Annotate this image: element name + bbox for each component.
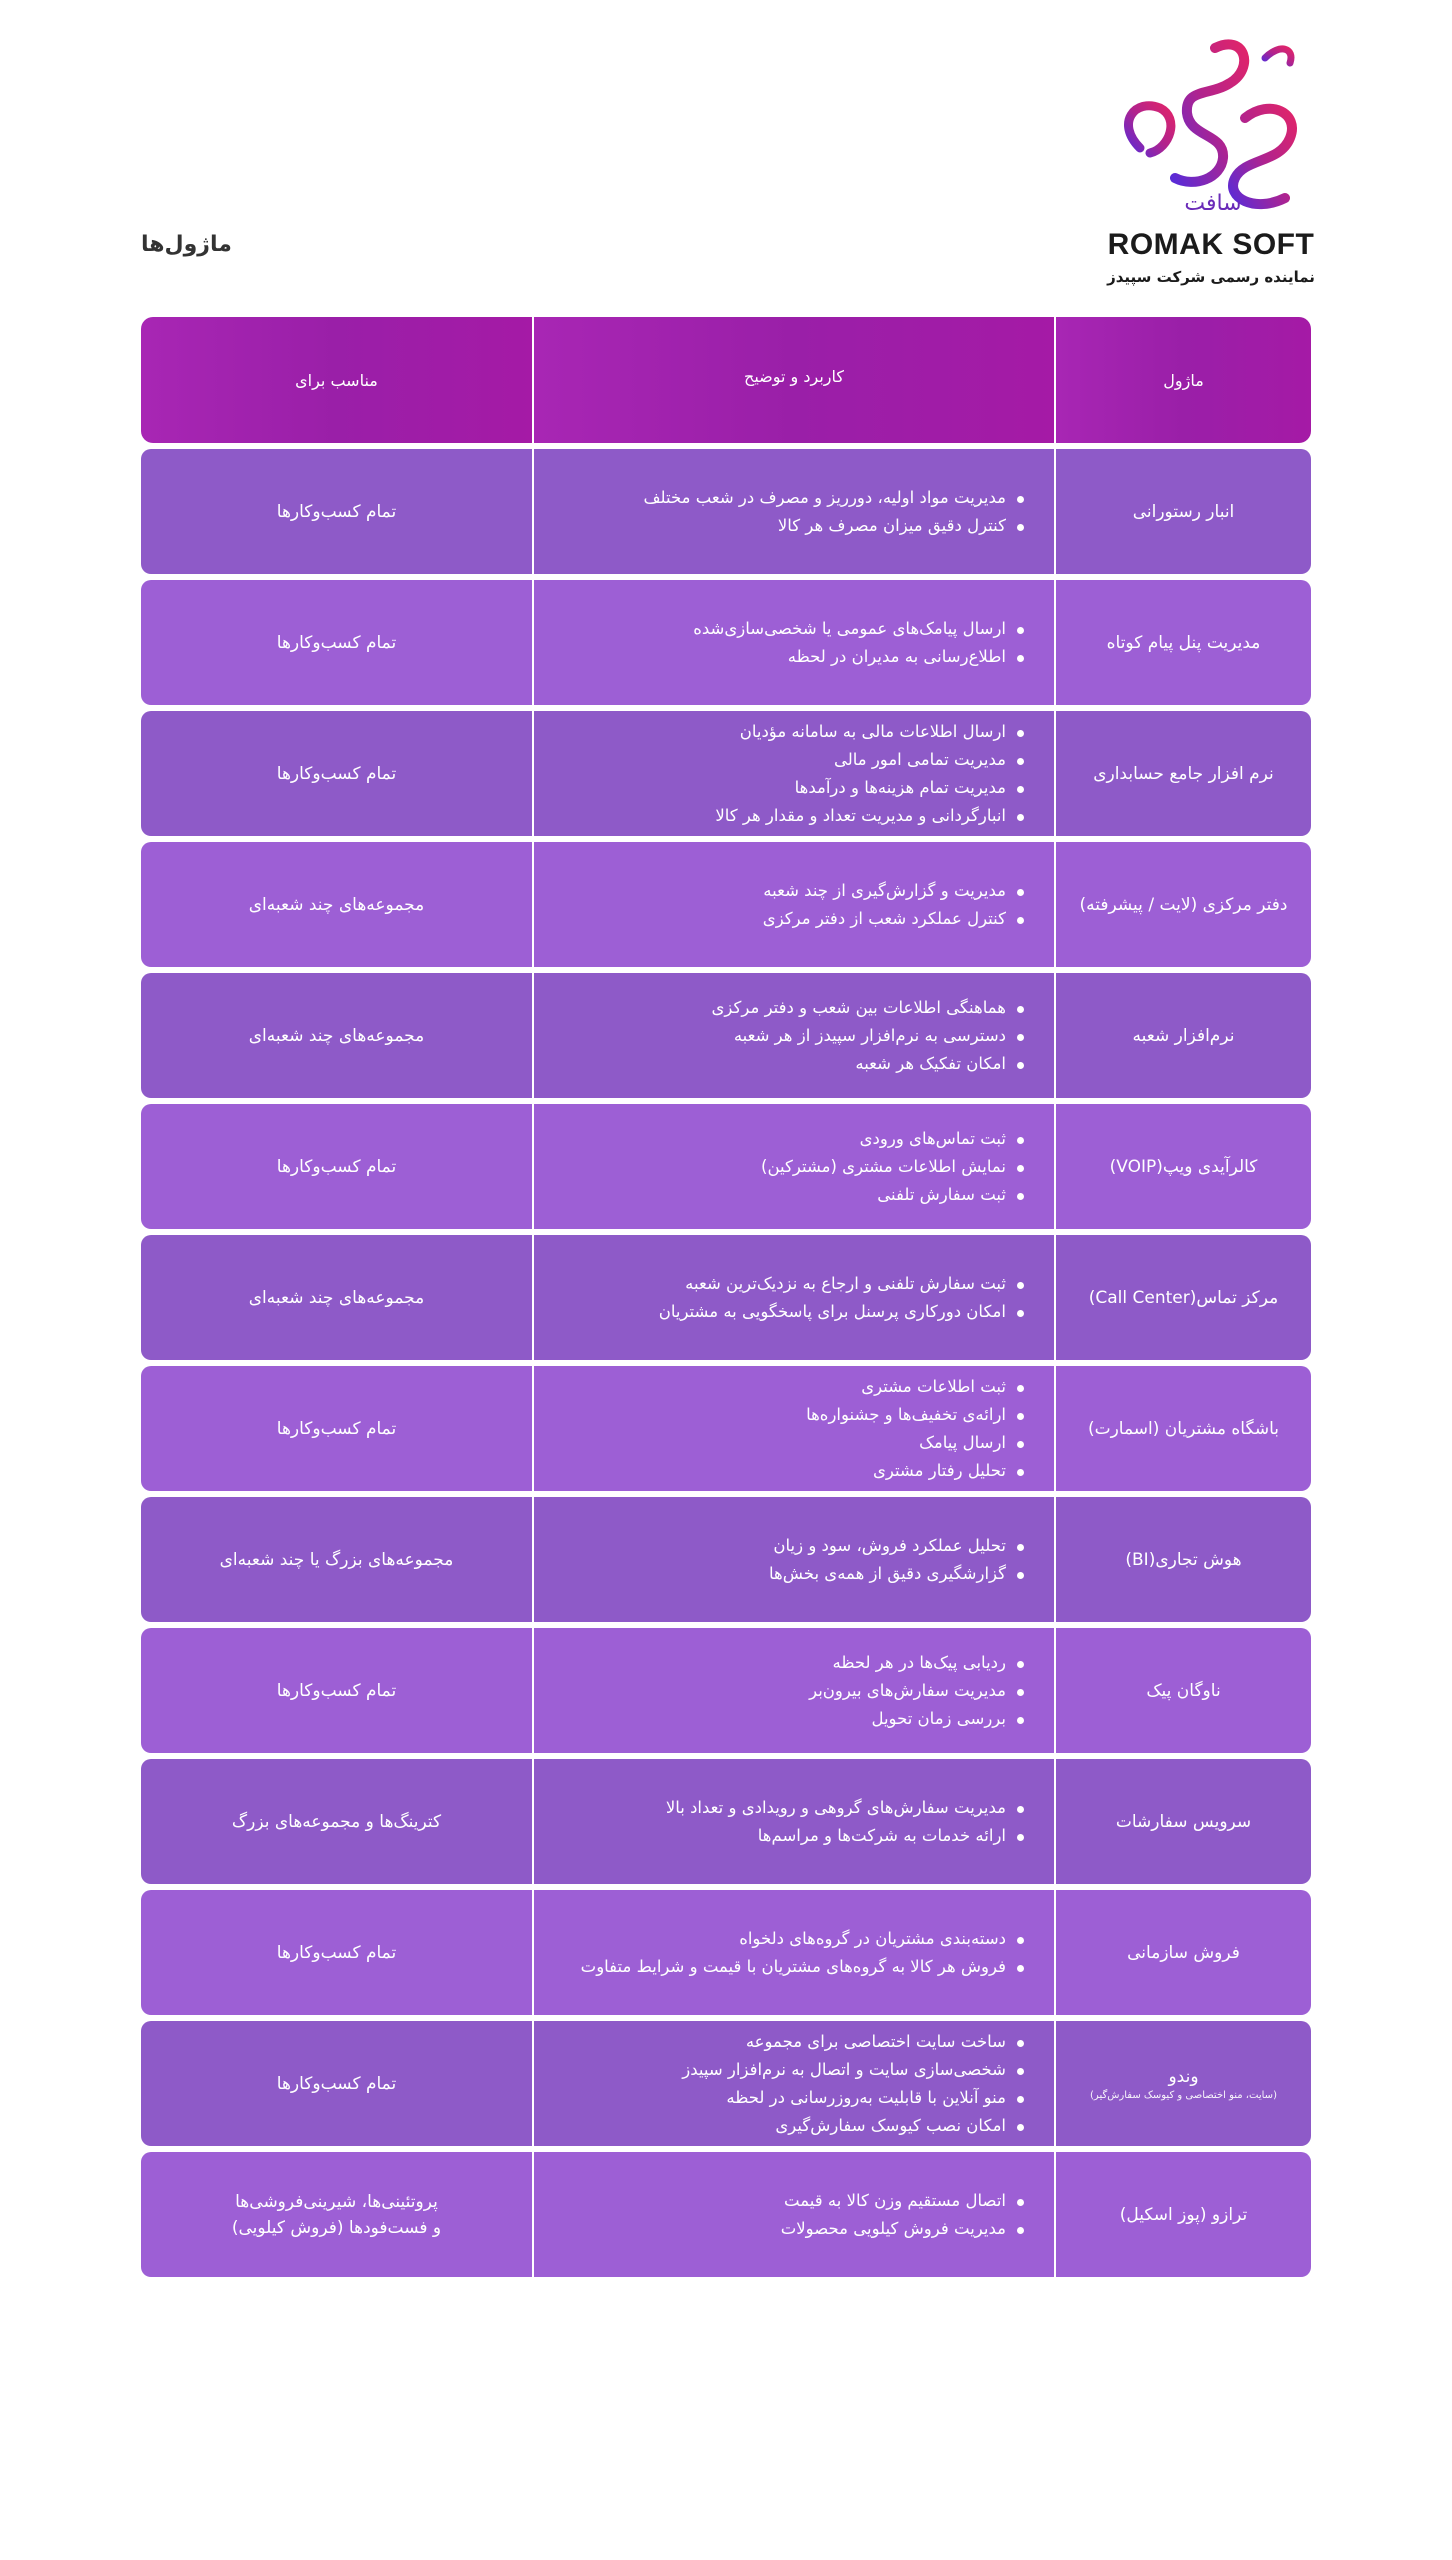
suitable-text: [200, 1547, 474, 1573]
suitable-line: تمام کسب‌وکارها: [276, 1156, 397, 1177]
page-title: ماژول‌ها: [141, 232, 232, 257]
description-item: بررسی زمان تحویل: [544, 1705, 1024, 1733]
table-row: [141, 1759, 1311, 1884]
module-text: [1070, 893, 1298, 917]
module-text: [1123, 500, 1245, 524]
description-item: هماهنگی اطلاعات بین شعب و دفتر مرکزی: [544, 994, 1024, 1022]
description-item: اتصال مستقیم وزن کالا به قیمت: [544, 2187, 1024, 2215]
table-body: [141, 449, 1311, 2277]
description-item: ثبت تماس‌های ورودی: [544, 1125, 1024, 1153]
module-cell: [1054, 1366, 1311, 1491]
description-item: مدیریت تمامی امور مالی: [544, 746, 1024, 774]
module-cell: [1054, 973, 1311, 1098]
description-item: گزارشگیری دقیق از همه‌ی بخش‌ها: [544, 1560, 1024, 1588]
table-row: [141, 1104, 1311, 1229]
module-name: نرم افزار جامع حسابداری: [1093, 763, 1274, 784]
suitable-cell: [141, 842, 532, 967]
description-item: کنترل عملکرد شعب از دفتر مرکزی: [544, 905, 1024, 933]
brand-logo: [1095, 28, 1327, 288]
suitable-cell: [141, 449, 532, 574]
suitable-cell: [141, 1890, 532, 2015]
module-cell: [1054, 1235, 1311, 1360]
module-cell: [1054, 711, 1311, 836]
table-row: [141, 842, 1311, 967]
module-text: [1078, 1417, 1289, 1441]
module-subtitle: (سایت، منو اختصاصی و کیوسک سفارش‌گیر): [1090, 2089, 1277, 2101]
suitable-text: [257, 630, 416, 656]
suitable-line: مجموعه‌های چند شعبه‌ای: [248, 1025, 425, 1046]
suitable-line: تمام کسب‌وکارها: [276, 632, 397, 653]
table-row: [141, 1628, 1311, 1753]
description-item: انبارگردانی و مدیریت تعداد و مقدار هر کالا: [544, 802, 1024, 830]
description-item: منو آنلاین با قابلیت به‌روزرسانی در لحظه: [544, 2084, 1024, 2112]
suitable-cell: [141, 1628, 532, 1753]
module-text: [1100, 1155, 1268, 1179]
table-row: [141, 1497, 1311, 1622]
description-item: شخصی‌سازی سایت و اتصال به نرم‌افزار سپیدز: [544, 2056, 1024, 2084]
suitable-text: [212, 2189, 461, 2241]
suitable-cell: [141, 973, 532, 1098]
description-item: تحلیل رفتار مشتری: [544, 1457, 1024, 1485]
module-name: فروش سازمانی: [1127, 1942, 1240, 1963]
description-item: امکان نصب کیوسک سفارش‌گیری: [544, 2112, 1024, 2140]
description-item: امکان تفکیک هر شعبه: [544, 1050, 1024, 1078]
table-row: [141, 580, 1311, 705]
description-list: [534, 1925, 1054, 1981]
suitable-text: [257, 1154, 416, 1180]
description-list: [534, 1649, 1054, 1733]
module-text: [1083, 762, 1284, 786]
description-item: مدیریت فروش کیلویی محصولات: [544, 2215, 1024, 2243]
description-list: [534, 2187, 1054, 2243]
description-item: مدیریت سفارش‌های گروهی و رویدادی و تعداد بالا: [544, 1794, 1024, 1822]
suitable-text: [257, 761, 416, 787]
description-cell: [532, 449, 1054, 574]
suitable-cell: [141, 1366, 532, 1491]
module-name: باشگاه مشتریان (اسمارت): [1087, 1418, 1280, 1439]
modules-table: [141, 317, 1311, 2283]
description-item: مدیریت مواد اولیه، دورریز و مصرف در شعب مختلف: [544, 484, 1024, 512]
description-cell: [532, 1759, 1054, 1884]
description-item: ساخت سایت اختصاصی برای مجموعه: [544, 2028, 1024, 2056]
description-item: مدیریت سفارش‌های بیرون‌بر: [544, 1677, 1024, 1705]
description-list: [534, 1270, 1054, 1326]
suitable-line: تمام کسب‌وکارها: [276, 1680, 397, 1701]
module-text: [1117, 1941, 1250, 1965]
description-item: دسته‌بندی مشتریان در گروه‌های دلخواه: [544, 1925, 1024, 1953]
module-text: [1106, 1810, 1261, 1834]
suitable-cell: [141, 711, 532, 836]
module-name: کالرآیدی ویپ(VOIP): [1109, 1156, 1258, 1177]
suitable-line: تمام کسب‌وکارها: [276, 501, 397, 522]
suitable-cell: [141, 1235, 532, 1360]
suitable-cell: [141, 2021, 532, 2146]
description-item: ردیابی پیک‌ها در هر لحظه: [544, 1649, 1024, 1677]
description-item: اطلاع‌رسانی به مدیران در لحظه: [544, 643, 1024, 671]
suitable-line: تمام کسب‌وکارها: [276, 763, 397, 784]
description-list: [534, 877, 1054, 933]
suitable-text: [257, 1940, 416, 1966]
module-name: هوش تجاری(BI): [1125, 1549, 1242, 1570]
description-cell: [532, 1890, 1054, 2015]
table-row: [141, 449, 1311, 574]
description-item: ارائه خدمات به شرکت‌ها و مراسم‌ها: [544, 1822, 1024, 1850]
table-row: [141, 973, 1311, 1098]
table-header-row: [141, 317, 1311, 443]
description-cell: [532, 1628, 1054, 1753]
suitable-cell: [141, 1759, 532, 1884]
module-name: انبار رستورانی: [1132, 501, 1235, 522]
module-name: مرکز تماس(Call Center): [1088, 1287, 1279, 1308]
module-cell: [1054, 1497, 1311, 1622]
description-item: تحلیل عملکرد فروش، سود و زیان: [544, 1532, 1024, 1560]
module-name: ترازو (پوز اسکیل): [1119, 2204, 1248, 2225]
table-row: [141, 2152, 1311, 2277]
header-suitable: مناسب برای: [141, 317, 532, 443]
module-cell: [1054, 2021, 1311, 2146]
description-list: [534, 615, 1054, 671]
module-text: [1110, 2203, 1257, 2227]
description-list: [534, 994, 1054, 1078]
description-cell: [532, 1497, 1054, 1622]
module-name: نرم‌افزار شعبه: [1132, 1025, 1235, 1046]
suitable-text: [257, 1416, 416, 1442]
suitable-cell: [141, 1104, 532, 1229]
description-list: [534, 1532, 1054, 1588]
suitable-text: [229, 1285, 445, 1311]
table-row: [141, 711, 1311, 836]
module-cell: [1054, 580, 1311, 705]
suitable-line: مجموعه‌های بزرگ یا چند شعبه‌ای: [219, 1549, 454, 1570]
module-cell: [1054, 842, 1311, 967]
description-item: ثبت سفارش تلفنی و ارجاع به نزدیک‌ترین شعبه: [544, 1270, 1024, 1298]
module-cell: [1054, 1104, 1311, 1229]
module-text: [1080, 2065, 1287, 2103]
description-item: امکان دورکاری پرسنل برای پاسخگویی به مشتریان: [544, 1298, 1024, 1326]
logo-wordmark: سافت: [1184, 191, 1242, 216]
brand-tagline: نماینده رسمی شرکت سپیدز: [1107, 268, 1315, 286]
romak-logo-icon: [1095, 28, 1327, 218]
brand-name: ROMAK SOFT: [1107, 228, 1315, 261]
suitable-cell: [141, 580, 532, 705]
module-name: ناوگان پیک: [1146, 1680, 1221, 1701]
description-item: فروش هر کالا به گروه‌های مشتریان با قیمت و شرایط متفاوت: [544, 1953, 1024, 1981]
description-cell: [532, 711, 1054, 836]
table-row: [141, 1366, 1311, 1491]
suitable-line: تمام کسب‌وکارها: [276, 1942, 397, 1963]
description-list: [534, 718, 1054, 830]
description-item: مدیریت تمام هزینه‌ها و درآمدها: [544, 774, 1024, 802]
suitable-text: [212, 1809, 461, 1835]
table-row: [141, 1890, 1311, 2015]
description-item: ثبت سفارش تلفنی: [544, 1181, 1024, 1209]
description-item: نمایش اطلاعات مشتری (مشترکین): [544, 1153, 1024, 1181]
module-text: [1097, 631, 1271, 655]
suitable-line: پروتئینی‌ها، شیرینی‌فروشی‌ها: [235, 2191, 438, 2212]
suitable-cell: [141, 2152, 532, 2277]
module-cell: [1054, 1628, 1311, 1753]
module-text: [1136, 1679, 1230, 1703]
suitable-text: [229, 892, 445, 918]
description-item: ارسال پیامک‌های عمومی یا شخصی‌سازی‌شده: [544, 615, 1024, 643]
description-item: ثبت اطلاعات مشتری: [544, 1373, 1024, 1401]
header-module: ماژول: [1054, 317, 1311, 443]
module-text: [1123, 1024, 1245, 1048]
module-name: مدیریت پنل پیام کوتاه: [1106, 632, 1261, 653]
suitable-text: [257, 1678, 416, 1704]
suitable-line: و فست‌فودها (فروش کیلویی): [231, 2217, 442, 2238]
description-list: [534, 1794, 1054, 1850]
description-list: [534, 2028, 1054, 2140]
suitable-line: مجموعه‌های چند شعبه‌ای: [248, 1287, 425, 1308]
module-cell: [1054, 449, 1311, 574]
description-item: ارائه‌ی تخفیف‌ها و جشنواره‌ها: [544, 1401, 1024, 1429]
module-name: وندو: [1168, 2066, 1199, 2087]
description-item: کنترل دقیق میزان مصرف هر کالا: [544, 512, 1024, 540]
module-cell: [1054, 1890, 1311, 2015]
table-row: [141, 2021, 1311, 2146]
table-row: [141, 1235, 1311, 1360]
module-name: سرویس سفارشات: [1115, 1811, 1252, 1832]
module-text: [1115, 1548, 1251, 1572]
description-cell: [532, 2152, 1054, 2277]
description-cell: [532, 842, 1054, 967]
suitable-line: مجموعه‌های چند شعبه‌ای: [248, 894, 425, 915]
description-cell: [532, 973, 1054, 1098]
description-list: [534, 1373, 1054, 1485]
module-cell: [1054, 1759, 1311, 1884]
description-item: ارسال پیامک: [544, 1429, 1024, 1457]
description-list: [534, 1125, 1054, 1209]
description-cell: [532, 1235, 1054, 1360]
description-item: مدیریت و گزارش‌گیری از چند شعبه: [544, 877, 1024, 905]
suitable-line: کترینگ‌ها و مجموعه‌های بزرگ: [231, 1811, 442, 1832]
description-cell: [532, 2021, 1054, 2146]
module-text: [1079, 1286, 1289, 1310]
description-cell: [532, 580, 1054, 705]
header-description: کاربرد و توضیح: [532, 317, 1054, 443]
suitable-text: [229, 1023, 445, 1049]
description-cell: [532, 1104, 1054, 1229]
suitable-line: تمام کسب‌وکارها: [276, 1418, 397, 1439]
module-cell: [1054, 2152, 1311, 2277]
description-item: دسترسی به نرم‌افزار سپیدز از هر شعبه: [544, 1022, 1024, 1050]
suitable-line: تمام کسب‌وکارها: [276, 2073, 397, 2094]
description-cell: [532, 1366, 1054, 1491]
suitable-text: [257, 499, 416, 525]
suitable-text: [257, 2071, 416, 2097]
suitable-cell: [141, 1497, 532, 1622]
module-name: دفتر مرکزی (لایت / پیشرفته): [1079, 894, 1288, 915]
description-list: [534, 484, 1054, 540]
description-item: ارسال اطلاعات مالی به سامانه مؤدیان: [544, 718, 1024, 746]
